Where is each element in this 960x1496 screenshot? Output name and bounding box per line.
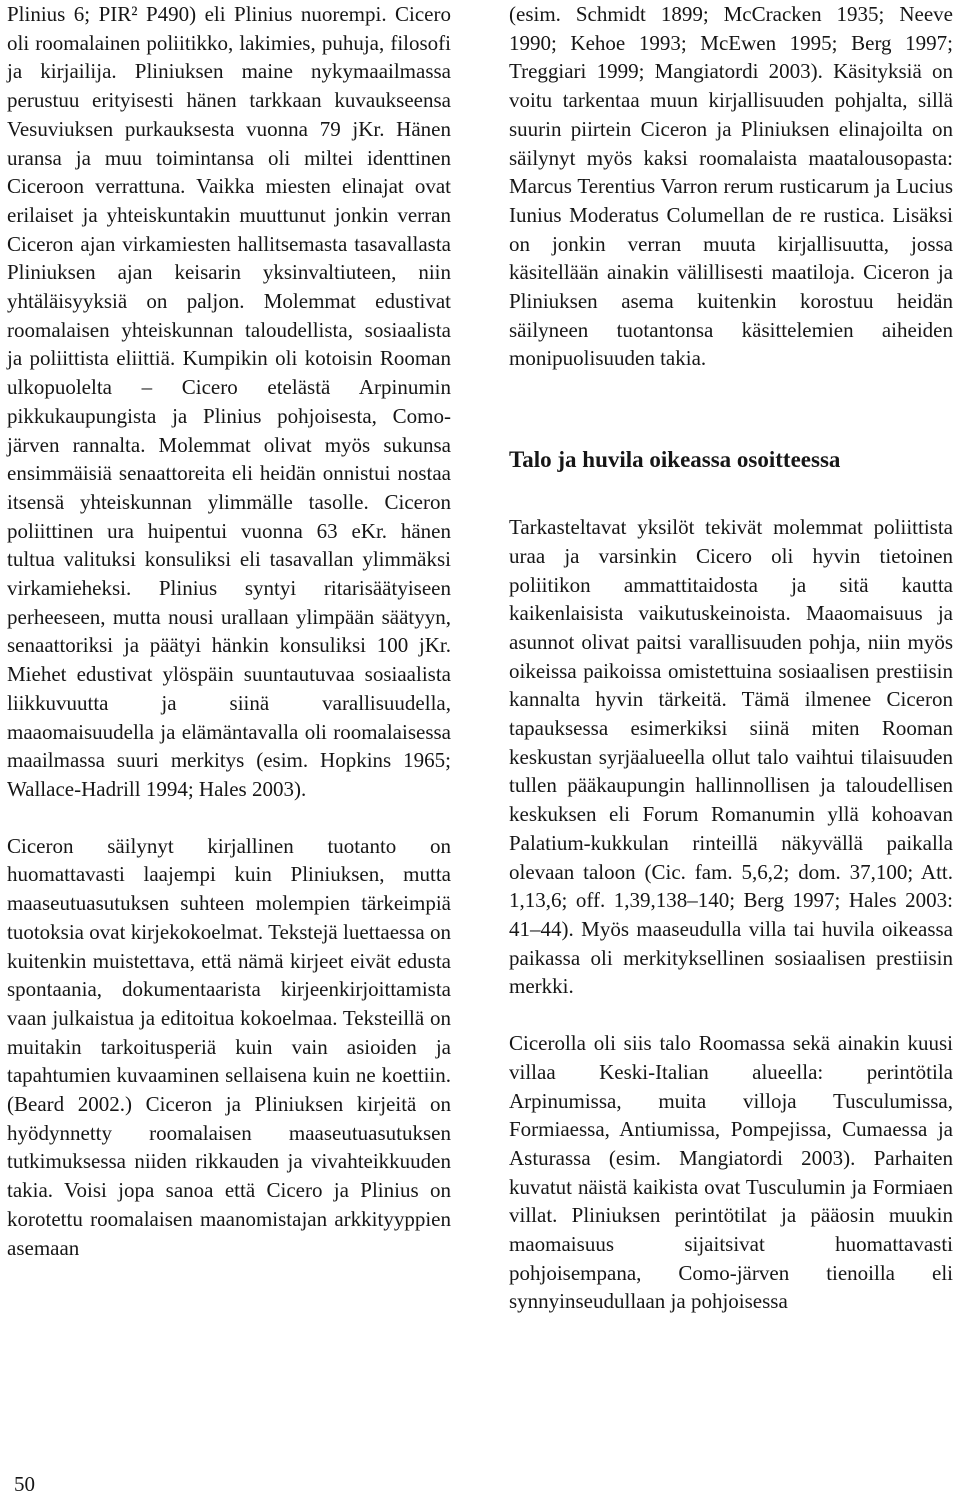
body-paragraph: Plinius 6; PIR² P490) eli Plinius nuorempi. Cicero oli roomalainen poliitikko, lakimies, puhuja, filosofi ja kirjailija. Pliniuksen maine nykymaailmassa perustuu erityisesti hänen tarkkaan kuvaukseensa Vesuviuksen purkauksesta vuonna 79 jKr. Hänen uransa ja muu toimintansa oli miltei identtinen Ciceroon verrattuna. Vaikka miesten elinajat ovat erilaiset ja yhteiskuntakin muuttunut jonkin verran Ciceron ajan virkamiesten hallitsemasta tasavallasta Pliniuksen ajan keisarin yksinvaltiuteen, niin yhtäläisyyksiä on paljon. Molemmat edustivat roomalaisen yhteiskunnan taloudellista, sosiaalista ja poliittista eliittiä. Kumpikin oli kotoisin Rooman ulkopuolelta – Cicero etelästä Arpinumin pikkukaupungista ja Plinius pohjoisesta, Como-järven rannalta. Molemmat olivat myös sukunsa ensimmäisiä senaattoreita eli heidän onnistui nostaa itsensä yhteiskunnan ylimmälle tasolle. Ciceron poliittinen ura huipentui vuonna 63 eKr. hänen tultua valituksi konsuliksi eli tasavallan ylimmäksi virkamieheksi. Plinius syntyi ritarisäätyiseen perheeseen, mutta nousi urallaan ylimpään säätyyn, senaattoriksi ja päätyi hänkin konsuliksi 100 jKr. Miehet edustivat ylöspäin suuntautuvaa sosiaalista liikkuvuutta ja siinä varallisuudella, maaomaisuudella ja elämäntavalla oli roomalaisessa maailmassa suuri merkitys (esim. Hopkins 1965; Wallace-Hadrill 1994; Hales 2003). [7,2,451,801]
body-paragraph: Tarkasteltavat yksilöt tekivät molemmat poliittista uraa ja varsinkin Cicero oli hyvin tietoinen poliitikon ammattitaidosta ja sitä kautta kaikenlaisista vaikutuskeinoista. Maaomaisuus ja asunnot olivat paitsi varallisuuden pohja, niin myös oikeissa paikoissa omistettuina sosiaalisen prestiisin kannalta hyvin tärkeitä. Tämä ilmenee Ciceron tapauksessa esimerkiksi siinä miten Rooman keskustan syrjäalueella ollut talo vaihtui tilaisuuden tullen pääkaupungin hallinnollisen ja taloudellisen keskuksen eli Forum Romanumin yllä kohoavan Palatium-kukkulan rinteillä näkyvällä paikalla olevaan taloon (Cic. fam. 5,6,2; dom. 37,100; Att. 1,13,6; off. 1,39,138–140; Berg 1997; Hales 2003: 41–44). Myös maaseudulla villa tai huvila oikeassa paikassa oli merkityksellinen sosiaalisen prestiisin merkki. [509,515,953,999]
body-paragraph: Ciceron säilynyt kirjallinen tuotanto on huomattavasti laajempi kuin Pliniuksen, mutta maaseutuasutuksen suhteen molempien tärkeimpiä tuotoksia ovat kirjekokoelmat. Tekstejä luettaessa on kuitenkin muistettava, että nämä kirjeet eivät edusta spontaania, dokumentaarista kirjeenkirjoittamista vaan julkaistua ja editoitua kokoelmaa. Teksteillä on muitakin tarkoitusperiä kuin vain asioiden ja tapahtumien kuvaaminen sellaisena kuin ne koettiin. (Beard 2002.) Ciceron ja Pliniuksen kirjeitä on hyödynnetty roomalaisen maaseutuasutuksen tutkimuksessa niiden rikkauden ja vivahteikkuuden takia. Voisi jopa sanoa että Cicero ja Plinius on korotettu roomalaisen maanomistajan arkkityyppien asemaan [7,833,451,1260]
body-paragraph: Cicerolla oli siis talo Roomassa sekä ainakin kuusi villaa Keski-Italian alueella: perintötila Arpinumissa, muita villoja Tusculumissa, Formiaessa, Antiumissa, Pompejissa, Cumaessa ja Asturassa (esim. Mangiatordi 2003). Parhaiten kuvatut näistä kaikista ovat Tusculumin ja Formiaen villat. Pliniuksen perintötilat ja pääosin muukin maomaisuus sijaitsivat huomattavasti pohjoisempana, Como-järven tienoilla eli synnyinseudullaan ja pohjoisessa [509,1031,953,1314]
body-paragraph: (esim. Schmidt 1899; McCracken 1935; Neeve 1990; Kehoe 1993; McEwen 1995; Berg 1997; Treggiari 1999; Mangiatordi 2003). Käsityksiä on voitu tarkentaa muun kirjallisuuden pohjalta, sillä suurin piirtein Ciceron ja Pliniuksen elinajoilta on säilynyt myös kaksi roomalaista maatalousopasta: Marcus Terentius Varron rerum rusticarum ja Lucius Iunius Moderatus Columellan de re rustica. Lisäksi on jonkin verran muuta kirjallisuutta, jossa käsitellään ainakin välillisesti maatiloja. Ciceron ja Pliniuksen asema kuitenkin korostuu heidän säilyneen tuotantonsa käsittelemien aiheiden monipuolisuuden takia. [509,2,953,371]
section-heading: Talo ja huvila oikeassa osoitteessa [509,447,841,473]
right-column [509,0,953,1316]
page-number: 50 [14,1472,35,1496]
left-column [7,0,451,1262]
